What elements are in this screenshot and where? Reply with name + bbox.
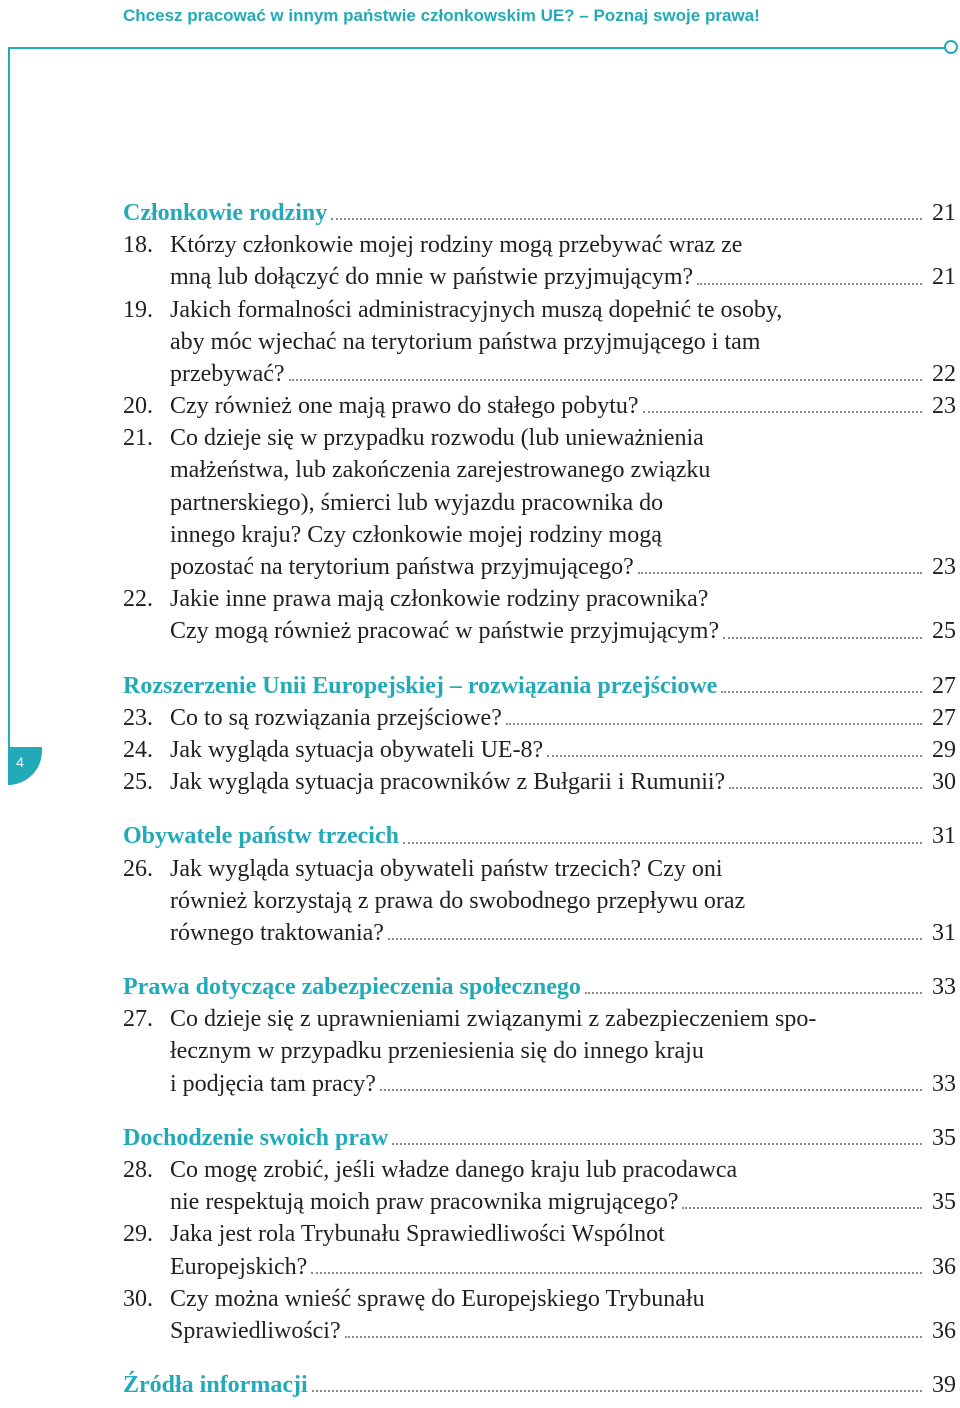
frame-left-rule bbox=[8, 47, 10, 747]
page-ref: 35 bbox=[932, 1124, 956, 1151]
toc-entry-30[interactable] bbox=[123, 1283, 956, 1315]
dot-leader bbox=[697, 283, 922, 285]
entry-number: 24. bbox=[123, 736, 153, 763]
entry-number: 18. bbox=[123, 232, 153, 259]
page-ref: 31 bbox=[932, 919, 956, 946]
dot-leader bbox=[638, 572, 922, 574]
entry-number: 23. bbox=[123, 704, 153, 731]
toc-entry-19-cont bbox=[123, 326, 956, 358]
page-ref: 36 bbox=[932, 1253, 956, 1280]
page-ref: 30 bbox=[932, 769, 956, 796]
dot-leader bbox=[331, 218, 922, 220]
page-ref: 27 bbox=[932, 704, 956, 731]
toc-entry-22[interactable] bbox=[123, 583, 956, 615]
dot-leader bbox=[388, 938, 922, 940]
toc-entry-21-cont4 bbox=[123, 551, 956, 583]
toc-entry-29-cont bbox=[123, 1251, 956, 1283]
entry-text: aby móc wjechać na terytorium państwa przyjmującego i tam bbox=[170, 328, 761, 355]
page-ref: 39 bbox=[932, 1372, 956, 1399]
entry-number: 29. bbox=[123, 1221, 153, 1248]
entry-text: Czy również one mają prawo do stałego pobytu? bbox=[170, 393, 639, 420]
running-header: Chcesz pracować w innym państwie członkowskim UE? – Poznaj swoje prawa! bbox=[123, 6, 760, 25]
entry-text: innego kraju? Czy członkowie mojej rodziny mogą bbox=[170, 521, 662, 548]
toc-entry-28-cont bbox=[123, 1186, 956, 1218]
toc-entry-30-cont bbox=[123, 1315, 956, 1347]
dot-leader bbox=[585, 992, 922, 994]
entry-text: Czy mogą również pracować w państwie przyjmującym? bbox=[170, 618, 720, 645]
toc-entry-19[interactable] bbox=[123, 294, 956, 326]
dot-leader bbox=[723, 637, 922, 639]
toc-entry-22-cont bbox=[123, 615, 956, 647]
frame-top-rule bbox=[8, 47, 946, 49]
toc-section-zabezpieczenie-spoleczne[interactable] bbox=[123, 971, 956, 1003]
entry-number: 27. bbox=[123, 1006, 153, 1033]
entry-text: i podjęcia tam pracy? bbox=[170, 1070, 376, 1097]
toc-entry-29[interactable] bbox=[123, 1218, 956, 1250]
entry-number: 28. bbox=[123, 1157, 153, 1184]
page-ref: 33 bbox=[932, 1070, 956, 1097]
table-of-contents bbox=[123, 197, 956, 1401]
entry-number: 30. bbox=[123, 1285, 153, 1312]
section-title: Źródła informacji bbox=[123, 1372, 308, 1399]
dot-leader bbox=[643, 411, 922, 413]
entry-text: przebywać? bbox=[170, 360, 285, 387]
toc-entry-21-cont3 bbox=[123, 519, 956, 551]
toc-entry-26-cont2 bbox=[123, 917, 956, 949]
page-ref: 23 bbox=[932, 393, 956, 420]
page-ref: 36 bbox=[932, 1317, 956, 1344]
toc-entry-27-cont2 bbox=[123, 1068, 956, 1100]
page-ref: 21 bbox=[932, 264, 956, 291]
toc-section-rozszerzenie-ue[interactable] bbox=[123, 670, 956, 702]
page-ref: 25 bbox=[932, 618, 956, 645]
entry-text: Czy można wnieść sprawę do Europejskiego Trybunału bbox=[170, 1285, 705, 1312]
entry-text: Co dzieje się z uprawnieniami związanymi z zabezpieczeniem spo- bbox=[170, 1006, 817, 1033]
toc-entry-21-cont bbox=[123, 455, 956, 487]
entry-number: 19. bbox=[123, 296, 153, 323]
toc-entry-21-cont2 bbox=[123, 487, 956, 519]
page-ref: 29 bbox=[932, 736, 956, 763]
toc-entry-19-cont2 bbox=[123, 358, 956, 390]
entry-text: małżeństwa, lub zakończenia zarejestrowanego związku bbox=[170, 457, 711, 484]
page-ref: 31 bbox=[932, 823, 956, 850]
entry-text: Co to są rozwiązania przejściowe? bbox=[170, 704, 502, 731]
dot-leader bbox=[345, 1336, 922, 1338]
entry-number: 26. bbox=[123, 855, 153, 882]
toc-entry-26[interactable] bbox=[123, 853, 956, 885]
toc-section-dochodzenie-praw[interactable] bbox=[123, 1122, 956, 1154]
page-ref: 33 bbox=[932, 974, 956, 1001]
toc-entry-23[interactable] bbox=[123, 702, 956, 734]
section-title: Rozszerzenie Unii Europejskiej – rozwiązania przejściowe bbox=[123, 672, 718, 699]
page-ref: 35 bbox=[932, 1189, 956, 1216]
dot-leader bbox=[311, 1272, 922, 1274]
dot-leader bbox=[729, 787, 922, 789]
dot-leader bbox=[721, 691, 922, 693]
toc-entry-20[interactable] bbox=[123, 390, 956, 422]
entry-text: Jakich formalności administracyjnych muszą dopełnić te osoby, bbox=[170, 296, 783, 323]
entry-number: 22. bbox=[123, 586, 153, 613]
section-title: Członkowie rodziny bbox=[123, 199, 328, 226]
dot-leader bbox=[403, 842, 922, 844]
entry-text: mną lub dołączyć do mnie w państwie przyjmującym? bbox=[170, 264, 694, 291]
frame-corner-circle bbox=[944, 40, 958, 54]
entry-text: Jaka jest rola Trybunału Sprawiedliwości Wspólnot bbox=[170, 1221, 665, 1248]
section-title: Prawa dotyczące zabezpieczenia społecznego bbox=[123, 974, 581, 1001]
toc-entry-18-cont bbox=[123, 261, 956, 293]
entry-text: Jak wygląda sytuacja pracowników z Bułgarii i Rumunii? bbox=[170, 769, 726, 796]
dot-leader bbox=[547, 755, 922, 757]
page-ref: 22 bbox=[932, 360, 956, 387]
entry-text: Jak wygląda sytuacja obywateli UE-8? bbox=[170, 736, 544, 763]
entry-text: również korzystają z prawa do swobodnego przepływu oraz bbox=[170, 887, 746, 914]
dot-leader bbox=[312, 1390, 922, 1392]
dot-leader bbox=[682, 1207, 922, 1209]
dot-leader bbox=[392, 1143, 922, 1145]
toc-entry-26-cont bbox=[123, 885, 956, 917]
entry-text: Europejskich? bbox=[170, 1253, 308, 1280]
section-title: Dochodzenie swoich praw bbox=[123, 1124, 389, 1151]
toc-entry-21[interactable] bbox=[123, 422, 956, 454]
page-number: 4 bbox=[16, 754, 24, 770]
entry-text: nie respektują moich praw pracownika migrującego? bbox=[170, 1189, 679, 1216]
entry-text: Co dzieje się w przypadku rozwodu (lub unieważnienia bbox=[170, 425, 704, 452]
entry-text: pozostać na terytorium państwa przyjmującego? bbox=[170, 554, 634, 581]
entry-number: 20. bbox=[123, 393, 153, 420]
toc-entry-18[interactable] bbox=[123, 229, 956, 261]
toc-entry-24[interactable] bbox=[123, 734, 956, 766]
toc-entry-27-cont bbox=[123, 1036, 956, 1068]
section-title: Obywatele państw trzecich bbox=[123, 823, 399, 850]
entry-text: równego traktowania? bbox=[170, 919, 384, 946]
toc-section-czlonkowie-rodziny[interactable] bbox=[123, 197, 956, 229]
entry-text: partnerskiego), śmierci lub wyjazdu pracownika do bbox=[170, 489, 664, 516]
entry-text: Jakie inne prawa mają członkowie rodziny pracownika? bbox=[170, 586, 709, 613]
entry-text: Sprawiedliwości? bbox=[170, 1317, 341, 1344]
toc-section-zrodla-informacji[interactable] bbox=[123, 1369, 956, 1401]
page-ref: 23 bbox=[932, 554, 956, 581]
dot-leader bbox=[506, 723, 922, 725]
entry-text: łecznym w przypadku przeniesienia się do innego kraju bbox=[170, 1038, 704, 1065]
page-ref: 27 bbox=[932, 672, 956, 699]
toc-section-obywatele-panstw-trzecich[interactable] bbox=[123, 820, 956, 852]
toc-entry-27[interactable] bbox=[123, 1003, 956, 1035]
toc-entry-28[interactable] bbox=[123, 1154, 956, 1186]
entry-number: 21. bbox=[123, 425, 153, 452]
dot-leader bbox=[289, 379, 922, 381]
dot-leader bbox=[380, 1089, 922, 1091]
entry-number: 25. bbox=[123, 769, 153, 796]
entry-text: Jak wygląda sytuacja obywateli państw trzecich? Czy oni bbox=[170, 855, 723, 882]
toc-entry-25[interactable] bbox=[123, 766, 956, 798]
entry-text: Którzy członkowie mojej rodziny mogą przebywać wraz ze bbox=[170, 232, 743, 259]
entry-text: Co mogę zrobić, jeśli władze danego kraju lub pracodawca bbox=[170, 1157, 738, 1184]
page-ref: 21 bbox=[932, 199, 956, 226]
